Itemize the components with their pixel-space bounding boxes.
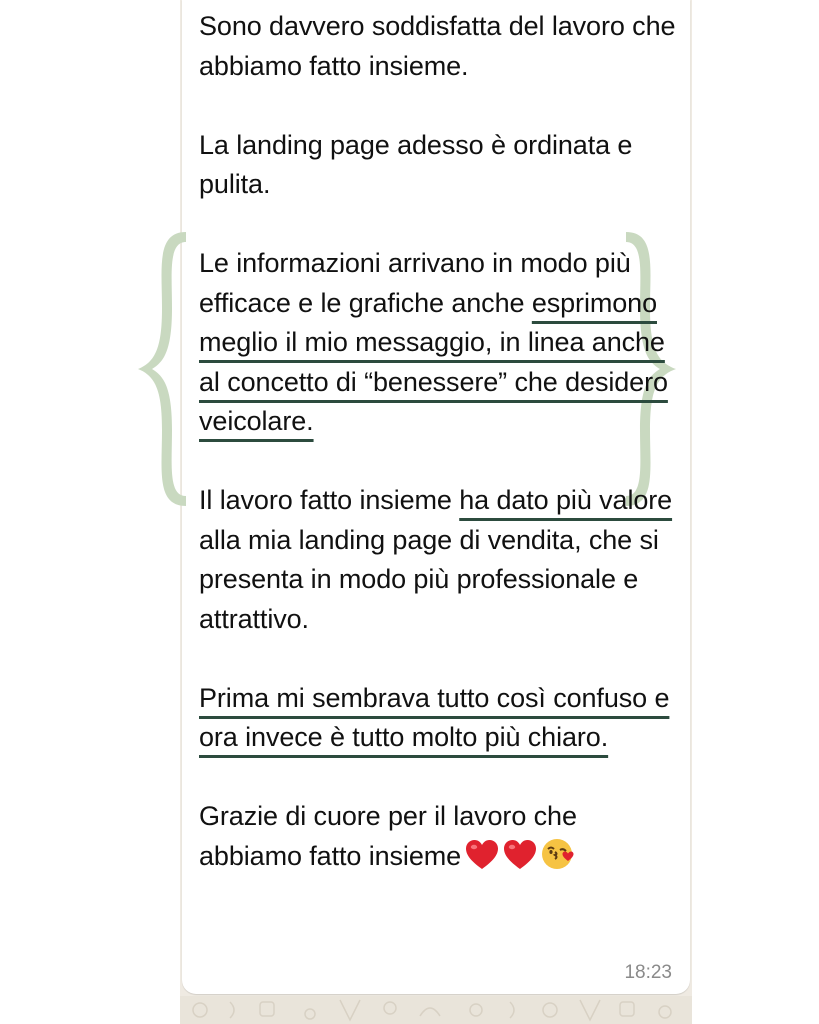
chat-wallpaper-pattern bbox=[180, 996, 692, 1024]
message-paragraph-3 bbox=[199, 244, 679, 442]
paragraph-4-text-before: Il lavoro fatto insieme bbox=[199, 485, 460, 515]
paragraph-3-text: Le informazioni arrivano in modo più efficace e le grafiche anche bbox=[199, 248, 631, 318]
paragraph-6-text: Grazie di cuore per il lavoro che abbiamo fatto insieme bbox=[199, 801, 577, 871]
red-heart-icon bbox=[465, 839, 499, 871]
paragraph-5-underlined-text: Prima mi sembrava tutto così confuso e ora invece è tutto molto più chiaro. bbox=[199, 682, 670, 752]
message-timestamp: 18:23 bbox=[624, 962, 672, 983]
paragraph-4-text-after: alla mia landing page di vendita, che si presenta in modo più professionale e attrattivo. bbox=[199, 524, 659, 634]
message-paragraph-2: La landing page adesso è ordinata e pulita. bbox=[199, 129, 633, 199]
message-paragraph-5 bbox=[199, 679, 679, 758]
message-paragraph-4 bbox=[199, 481, 679, 639]
left-curly-brace-icon bbox=[134, 228, 190, 510]
paragraph-3-underlined-text: esprimono meglio il mio messaggio, in linea anche al concetto di “benessere” che desidero veicolare. bbox=[199, 287, 668, 436]
message-paragraph-1: Sono davvero soddisfatta del lavoro che abbiamo fatto insieme. bbox=[199, 11, 676, 81]
paragraph-4-underlined-text: ha dato più valore bbox=[459, 485, 673, 515]
message-text bbox=[199, 7, 679, 876]
message-paragraph-6 bbox=[199, 797, 679, 876]
face-blowing-kiss-icon bbox=[541, 837, 575, 871]
red-heart-icon bbox=[503, 839, 537, 871]
